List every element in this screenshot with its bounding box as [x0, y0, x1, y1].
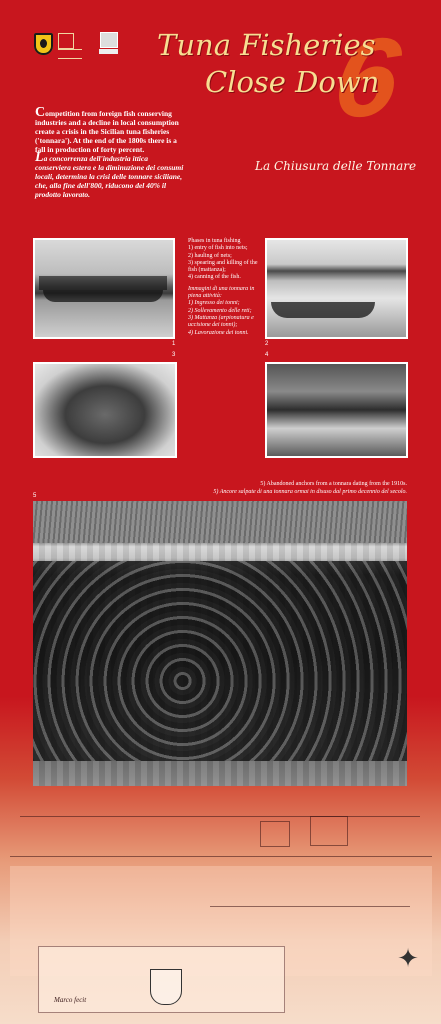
- photo-number-2: 2: [265, 341, 269, 347]
- map-net-line: [210, 906, 410, 907]
- section-number: 6: [327, 15, 408, 140]
- institution-logo: [58, 33, 74, 49]
- intro-italian: [35, 150, 185, 199]
- intro-english-text: ompetition from foreign fish conserving industries and a decline in local consumption create a crisis in the Sicilian tuna fisheries ('tonnara'). At the end of the 1800s there is a fall in production of forty percent.: [35, 109, 179, 154]
- intro-italian-dropcap: L: [35, 150, 44, 165]
- photo-canning: [265, 362, 408, 458]
- map-building: [260, 821, 290, 847]
- map-signature: Marco fecit: [54, 996, 87, 1004]
- page-subtitle: La Chiusura delle Tonnare: [255, 159, 417, 173]
- photo-abandoned-anchors: [33, 501, 407, 786]
- map-coast-line: [20, 816, 420, 817]
- caption-photo-5: [213, 481, 407, 496]
- photo-hauling-nets: [265, 238, 408, 339]
- region-crest-logo: [34, 33, 53, 55]
- intro-english-dropcap: C: [35, 105, 46, 120]
- map-coast-line: [10, 856, 432, 857]
- crowd-shape: [39, 276, 167, 290]
- anchor-pile: [33, 561, 407, 761]
- page-title-line1: Tuna Fisheries: [157, 28, 376, 62]
- photo-mattanza: [33, 362, 177, 458]
- roof-tiles: [33, 501, 407, 543]
- photo-number-1: 1: [172, 341, 176, 347]
- intro-italian-text: a concorrenza dell'industria ittica conserviera estera e la diminuzione dei consumi locali, determina la crisi delle tonnare siciliane, che, alla fine dell'800, riducono del 40% il prodotto lavorato.: [35, 154, 184, 199]
- coat-of-arms-icon: [150, 969, 182, 1005]
- photo-number-3: 3: [172, 352, 176, 358]
- map-building: [310, 816, 348, 846]
- boat-shape: [271, 302, 375, 318]
- page-title-line2: Close Down: [205, 65, 380, 99]
- eu-logo-text: [99, 49, 118, 54]
- eu-logo: [100, 32, 118, 48]
- compass-rose-icon: ✦: [397, 944, 419, 973]
- caption-photo-5-italian: 5) Ancore salpate di una tonnara ormai in disuso dal primo decennio del secolo.: [213, 488, 407, 495]
- phases-english: Phases in tuna fishing 1) entry of fish into nets; 2) hauling of nets; 3) spearing and killing of the fish (mattanza); 4) canning of the fish.: [188, 238, 258, 281]
- photo-number-5: 5: [33, 493, 37, 499]
- photo-entry-of-fish: [33, 238, 175, 339]
- boat-shape: [43, 290, 163, 302]
- phases-italian: Immagini di una tonnara in piena attività: 1) Ingresso dei tonni; 2) Sollevamento delle reti; 3) Mattanza (arpionatura e uccisione dei tonni); 4) Lavorazione dei tonni.: [188, 285, 255, 336]
- photo-number-4: 4: [265, 352, 269, 358]
- phases-text: [188, 238, 264, 341]
- historic-map-engraving: [10, 786, 432, 1020]
- intro-english: [35, 105, 185, 154]
- caption-photo-5-english: 5) Abandoned anchors from a tonnara dating from the 1910s.: [260, 481, 407, 487]
- institution-logo-text: [58, 49, 82, 59]
